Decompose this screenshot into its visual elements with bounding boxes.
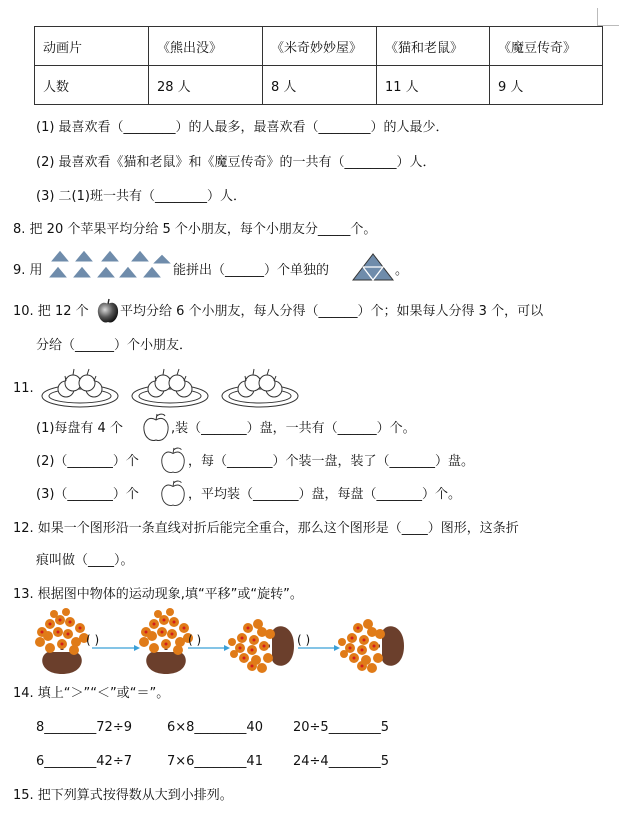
page-corner-mark	[597, 8, 598, 26]
q11-sub1-prefix: (1)每盘有 4 个	[36, 421, 123, 436]
q8-text: 8. 把 20 个苹果平均分给 5 个小朋友，每个小朋友分_____个。	[13, 222, 377, 237]
triangle-piece	[48, 266, 68, 278]
q11-sub2-prefix: (2)（_______）个	[36, 454, 139, 469]
q7-sub1: (1) 最喜欢看（________）的人最多，最喜欢看（________）的人最少．	[36, 120, 449, 135]
triangle-piece	[72, 266, 92, 278]
table-cell: 9 人	[490, 66, 603, 105]
table-cell: 人数	[35, 66, 149, 105]
triangle-pieces-image	[48, 250, 172, 280]
apple-outline-icon	[142, 412, 170, 442]
table-cell: 8 人	[263, 66, 377, 105]
fruit-plate	[132, 369, 208, 407]
triangle-piece	[100, 250, 120, 262]
apple-icon	[97, 298, 119, 324]
table-row	[35, 66, 603, 105]
q14-title: 14. 填上“＞”“＜”或“＝”。	[13, 686, 170, 701]
q11-number: 11.	[13, 381, 34, 396]
q10-line2: 分给（______）个小朋友．	[36, 338, 193, 353]
table-cell: 《熊出没》	[149, 27, 263, 66]
q7-sub2: (2) 最喜欢看《猫和老鼠》和《魔豆传奇》的一共有（________）人．	[36, 155, 436, 170]
triangle-piece	[152, 254, 172, 264]
q15-text: 15. 把下列算式按得数从大到小排列。	[13, 788, 233, 803]
fruit-plates-image	[42, 366, 304, 410]
q7-sub3: (3) 二(1)班一共有（________）人．	[36, 189, 246, 204]
triangle-piece	[142, 266, 162, 278]
q14-item: 8________72÷9	[36, 720, 132, 735]
large-triangle-image	[352, 253, 394, 281]
table-cell: 《猫和老鼠》	[377, 27, 490, 66]
table-cell: 《米奇妙妙屋》	[263, 27, 377, 66]
survey-table	[34, 26, 603, 105]
triangle-piece	[74, 250, 94, 262]
q9-prefix: 9. 用	[13, 263, 43, 278]
q14-item: 24÷4________5	[293, 754, 389, 769]
apple-outline-icon	[160, 446, 186, 474]
q11-sub3-text: ，平均装（_______）盘，每盘（_______）个。	[188, 487, 462, 502]
table-cell: 动画片	[35, 27, 149, 66]
triangle-piece	[118, 266, 138, 278]
q14-item: 6×8________40	[167, 720, 263, 735]
q14-item: 20÷5________5	[293, 720, 389, 735]
flower-pot	[139, 608, 193, 674]
q9-middle: 能拼出（______）个单独的	[173, 263, 330, 278]
q12-line1: 12. 如果一个图形沿一条直线对折后能完全重合，那么这个图形是（____）图形，这条折	[13, 521, 519, 536]
q10-line1: 平均分给 6 个小朋友，每人分得（______）个；如果每人分得 3 个，可以	[120, 304, 544, 319]
q14-item: 6________42÷7	[36, 754, 132, 769]
triangle-piece	[96, 266, 116, 278]
q11-sub1-text: ,装（_______）盘，一共有（______）个。	[171, 421, 416, 436]
fruit-plate	[222, 369, 298, 407]
q10-prefix: 10. 把 12 个	[13, 304, 89, 319]
q13-blank-3: ( )	[297, 633, 311, 647]
table-cell: 《魔豆传奇》	[490, 27, 603, 66]
apple-outline-icon	[160, 479, 186, 507]
fruit-plate	[42, 369, 118, 407]
q13-text: 13. 根据图中物体的运动现象,填“平移”或“旋转”。	[13, 587, 303, 602]
flower-pot	[338, 619, 404, 673]
q13-blank-2: ( )	[188, 633, 202, 647]
table-cell: 11 人	[377, 66, 490, 105]
q11-sub2-text: ，每（_______）个装一盘，装了（_______）盘。	[188, 454, 475, 469]
table-cell: 28 人	[149, 66, 263, 105]
table-header-row	[35, 27, 603, 66]
triangle-piece	[130, 250, 150, 262]
flower-pot	[35, 608, 89, 674]
q13-blank-1: ( )	[86, 633, 100, 647]
flower-pot	[228, 619, 294, 673]
q9-suffix: 。	[395, 263, 409, 278]
triangle-piece	[50, 250, 70, 262]
q14-item: 7×6________41	[167, 754, 263, 769]
q12-line2: 痕叫做（____）。	[36, 553, 134, 568]
q11-sub3-prefix: (3)（_______）个	[36, 487, 139, 502]
